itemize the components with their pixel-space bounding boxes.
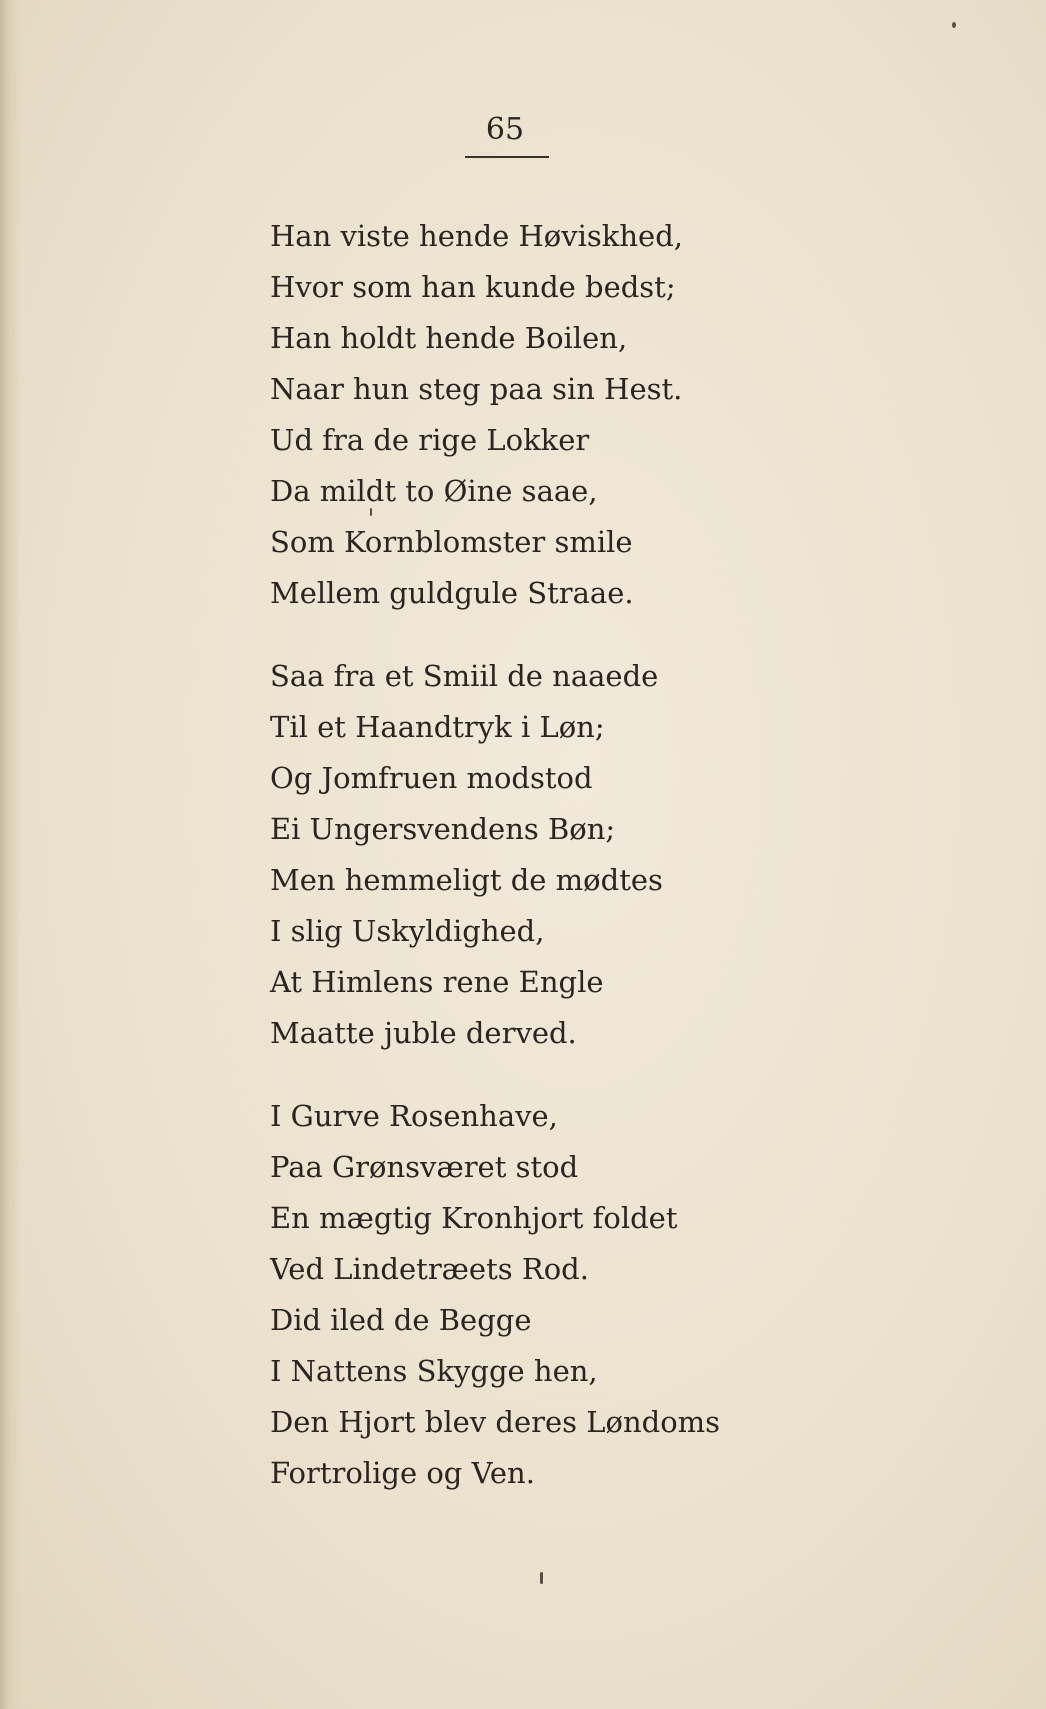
poem-line: I slig Uskyldighed, (270, 914, 545, 948)
poem-line: Fortrolige og Ven. (270, 1456, 535, 1490)
stanza-3 (270, 1091, 770, 1499)
poem-line: I Nattens Skygge hen, (270, 1354, 598, 1388)
poem-line: At Himlens rene Engle (270, 965, 604, 999)
poem-line: Paa Grønsværet stod (270, 1150, 579, 1184)
poem-line: Og Jomfruen modstod (270, 761, 593, 795)
poem-line: Til et Haandtryk i Løn; (270, 710, 605, 744)
poem-line: I Gurve Rosenhave, (270, 1099, 558, 1133)
poem-line: Som Kornblomster smile (270, 525, 633, 559)
poem-line: Saa fra et Smiil de naaede (270, 659, 659, 693)
stanza-1 (270, 211, 770, 619)
poem-line: Ei Ungersvendens Bøn; (270, 812, 616, 846)
paper-speck (540, 1572, 543, 1584)
page-number-rule (465, 156, 549, 158)
stanza-2 (270, 651, 770, 1059)
poem (270, 211, 770, 1531)
poem-line: Ved Lindetræets Rod. (270, 1252, 589, 1286)
paper-speck (952, 22, 956, 28)
poem-line: Naar hun steg paa sin Hest. (270, 372, 683, 406)
poem-line: Men hemmeligt de mødtes (270, 863, 663, 897)
gutter-shadow (0, 0, 22, 1709)
poem-line: Han viste hende Høviskhed, (270, 219, 683, 253)
poem-line: Ud fra de rige Lokker (270, 423, 590, 457)
page-number: 65 (485, 112, 525, 147)
poem-line: Maatte juble derved. (270, 1016, 577, 1050)
poem-line: Da mildt to Øine saae, (270, 474, 598, 508)
poem-line: Den Hjort blev deres Løndoms (270, 1405, 721, 1439)
poem-line: Mellem guldgule Straae. (270, 576, 634, 610)
poem-line: Han holdt hende Boilen, (270, 321, 628, 355)
paper-speck (370, 508, 372, 516)
poem-line: En mægtig Kronhjort foldet (270, 1201, 678, 1235)
poem-line: Did iled de Begge (270, 1303, 532, 1337)
poem-line: Hvor som han kunde bedst; (270, 270, 676, 304)
